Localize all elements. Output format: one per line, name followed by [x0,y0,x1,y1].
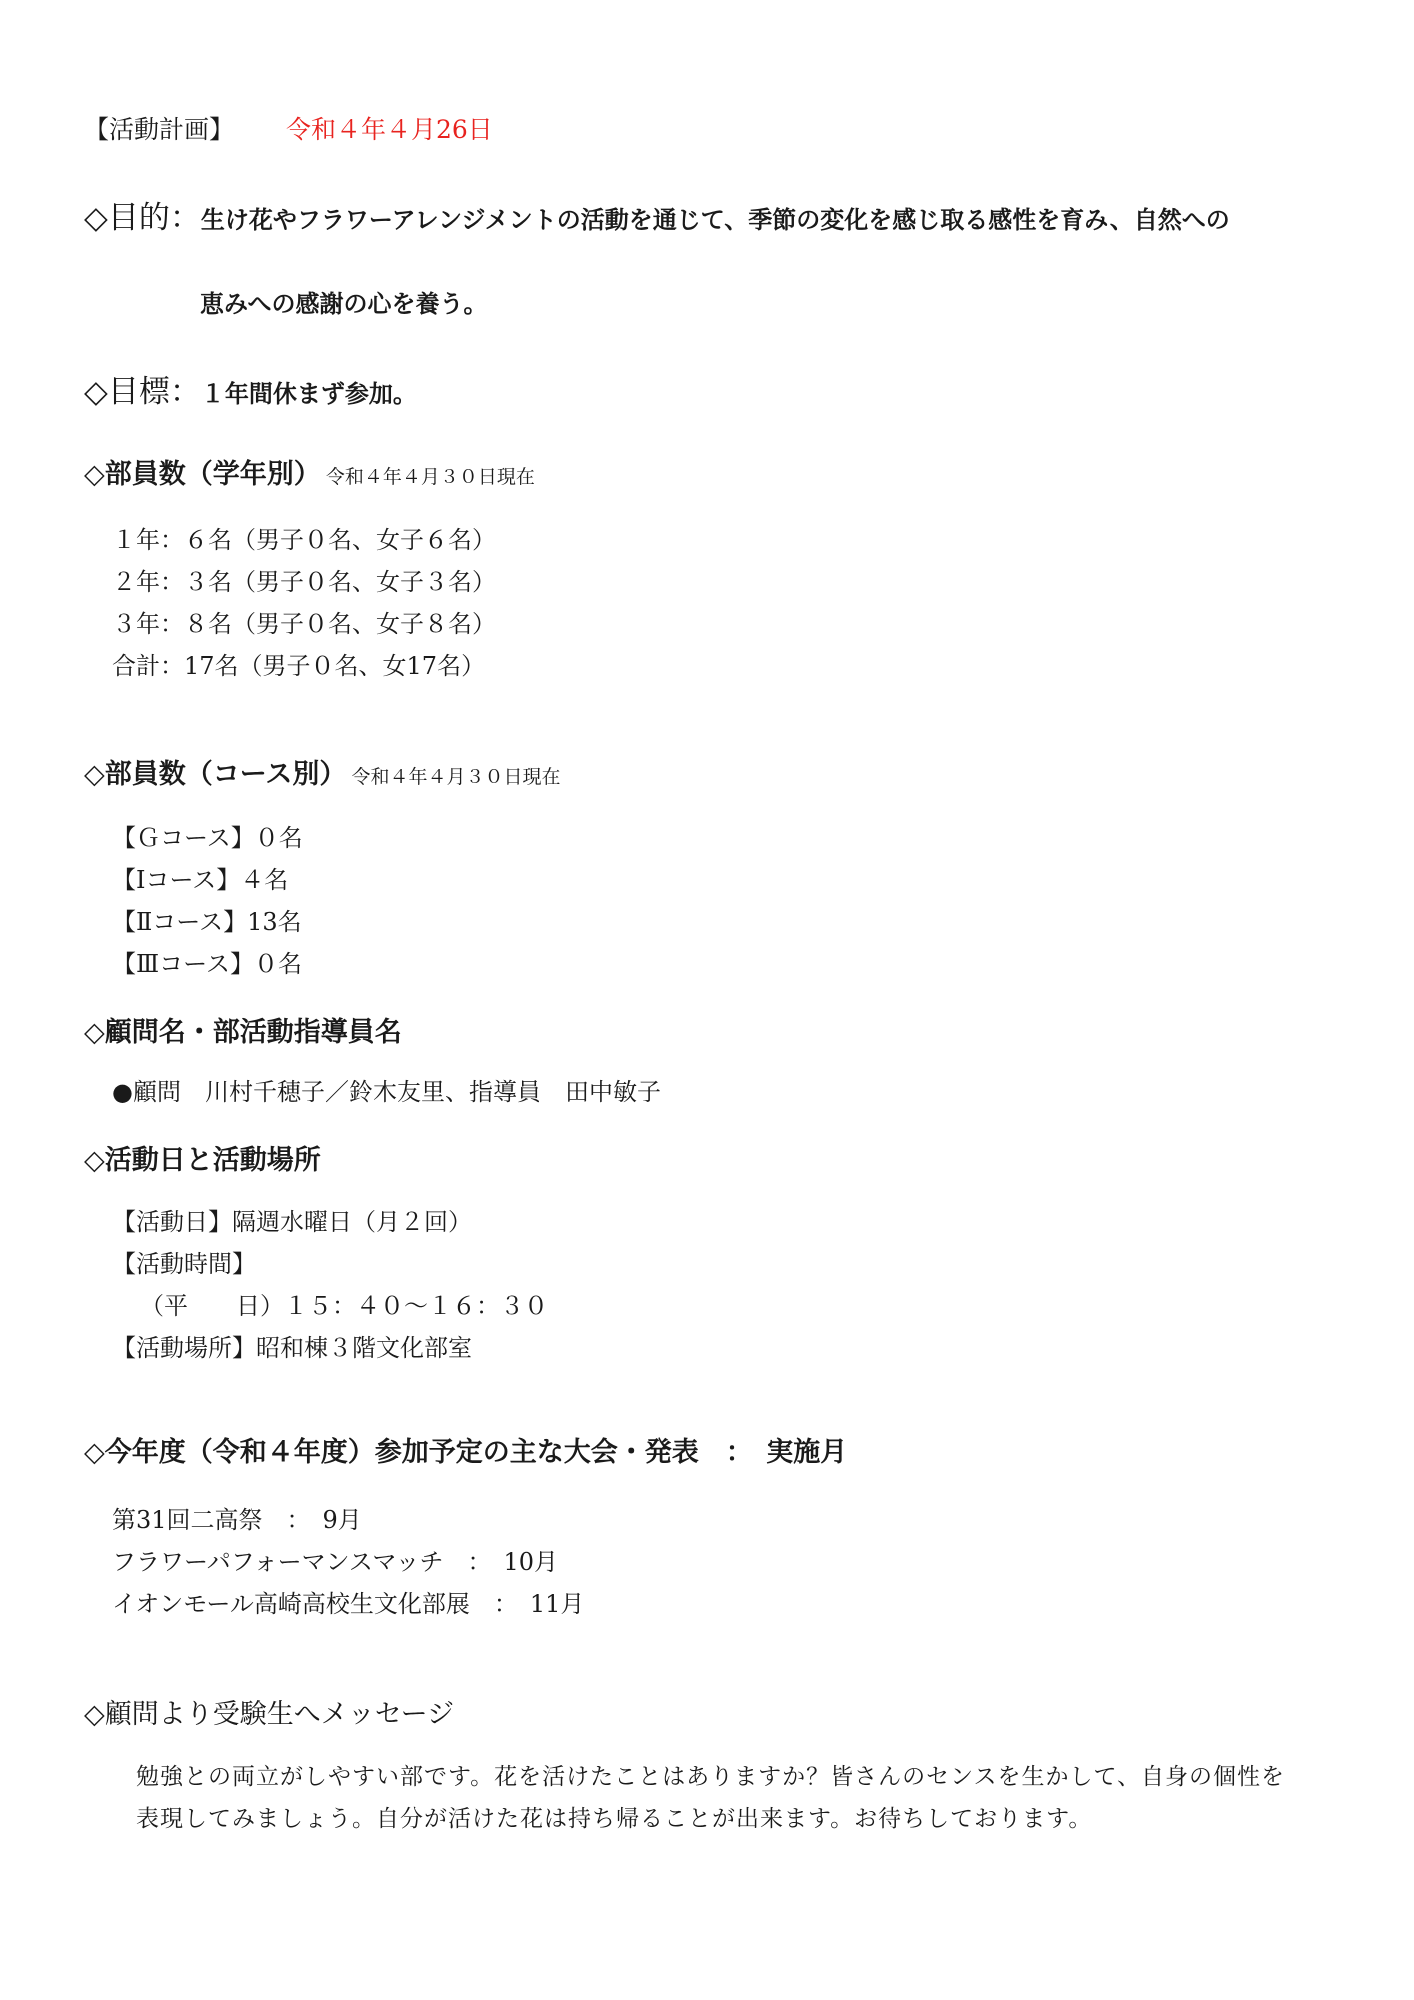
course-row-2: 【Ⅱコース】13名 [112,908,302,936]
members-course-heading-row [84,752,561,791]
schedule-time-value: （平 日）１５：４０～１６：３０ [140,1292,548,1320]
course-row-g: 【Ｇコース】０名 [112,824,303,852]
advisors-text: ●顧問 川村千穂子／鈴木友里、指導員 田中敏子 [112,1078,661,1106]
activity-plan-label: 【活動計画】 [84,115,235,144]
grade-row-total: 合計：17名（男子０名、女17名） [112,652,486,680]
schedule-heading: ◇活動日と活動場所 [84,1145,321,1176]
grade-row-3: ３年：８名（男子０名、女子８名） [112,610,496,638]
members-grade-heading: ◇部員数（学年別） [84,459,321,490]
course-row-1: 【Ⅰコース】４名 [112,866,289,894]
course-row-3: 【Ⅲコース】０名 [112,950,302,978]
purpose-text-line1: 生け花やフラワーアレンジメントの活動を通じて、季節の変化を感じ取る感性を育み、自然への [200,206,1230,234]
plan-date: 令和４年４月26日 [286,115,493,144]
schedule-time-label: 【活動時間】 [112,1250,256,1278]
members-course-note: 令和４年４月３０日現在 [351,766,561,788]
goal-label: ◇目標： [84,374,201,410]
event-row-3: イオンモール高崎高校生文化部展 ： 11月 [112,1590,585,1618]
message-line1: 勉強との両立がしやすい部です。花を活けたことはありますか？皆さんのセンスを生かして、自身の個性を [136,1764,1286,1790]
event-row-1: 第31回二高祭 ： 9月 [112,1506,362,1534]
message-line2: 表現してみましょう。自分が活けた花は持ち帰ることが出来ます。お待ちしております。 [136,1806,1093,1832]
grade-row-1: １年：６名（男子０名、女子６名） [112,526,496,554]
grade-row-2: ２年：３名（男子０名、女子３名） [112,568,496,596]
advisors-heading: ◇顧問名・部活動指導員名 [84,1017,402,1048]
members-grade-note: 令和４年４月３０日現在 [325,466,535,488]
members-course-heading: ◇部員数（コース別） [84,759,347,790]
purpose-section [84,192,1230,237]
goal-text: １年間休まず参加。 [200,380,417,408]
goal-section [84,366,417,411]
purpose-label: ◇目的： [84,200,201,236]
event-row-2: フラワーパフォーマンスマッチ ： 10月 [112,1548,558,1576]
message-heading: ◇顧問より受験生へメッセージ [84,1699,455,1730]
schedule-day: 【活動日】隔週水曜日（月２回） [112,1208,472,1236]
purpose-text-line2: 恵みへの感謝の心を養う。 [200,290,488,318]
events-heading: ◇今年度（令和４年度）参加予定の主な大会・発表 ： 実施月 [84,1437,848,1468]
members-grade-heading-row [84,452,535,491]
schedule-place: 【活動場所】昭和棟３階文化部室 [112,1334,472,1362]
